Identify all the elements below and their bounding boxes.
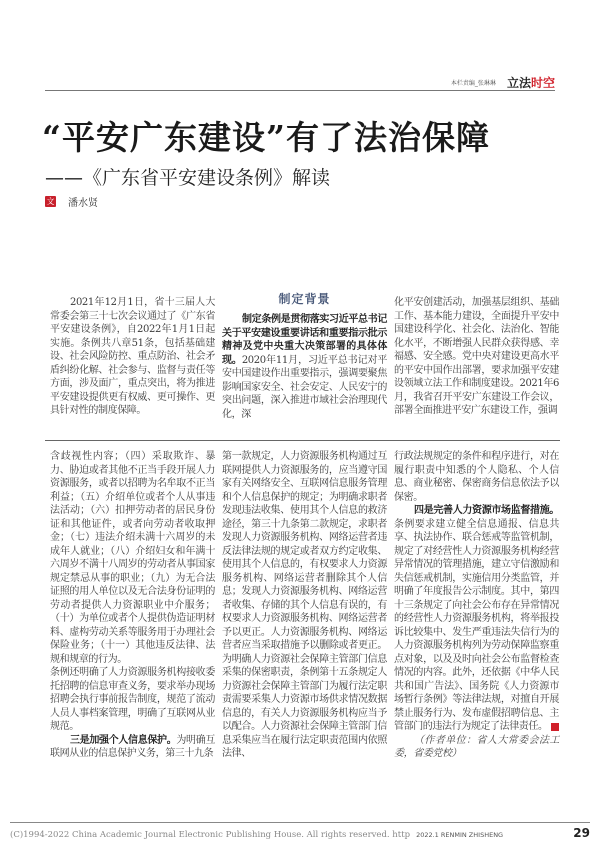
paragraph-text: 为明确互联网从业的信息保护义务，第三十九条 bbox=[50, 734, 215, 759]
paragraph bbox=[50, 734, 215, 761]
page-number: 29 bbox=[573, 826, 590, 840]
bold-lead: 四是完善人力资源市场监督措施。 bbox=[414, 505, 559, 516]
page-footer bbox=[10, 822, 590, 840]
paragraph: 含歧视性内容；（四）采取欺诈、暴力、胁迫或者其他不正当手段开展人力资源服务，或者以招聘为名牟取不正当利益；（五）介绍单位或者个人从事违法活动；（六）扣押劳动者的居民身份证和其他证件，或者向劳动者收取押金；（七）违法介绍未满十六周岁的未成年人就业；（八）介绍妇女和年满十六周岁不满十八周岁的劳动者从事国家规定禁忌从事的职业；（九）为无合法证照的用人单位以及无合法身份证明的劳动者提供人力资源职业中介服务；（十）为单位或者个人提供伪造证明材料、虚构劳动关系等服务用于办理社会保险业务；（十一）其他违反法律、法规和规章的行为。 bbox=[50, 451, 215, 665]
author-line bbox=[45, 194, 98, 209]
lower-column-3 bbox=[394, 450, 559, 761]
bold-lead: 制定条例是贯彻落实习近平总书记关于平安建设重要讲话和重要指示批示精神及党中央重大决策部署的具体体现。 bbox=[222, 314, 387, 366]
paragraph-text: 条例要求建立健全信息通报、信息共享、执法协作、联合惩戒等监管机制，规定了对经营性人力资源服务机构经营异常情况的管理措施，建立守信激励和失信惩戒机制，实施信用分类监管，并明确了年度报告公示制度。其中，第四十三条规定了向社会公布存在异常情况的经营性人力资源服务机构，将举报投诉比较集中、发生严重违法失信行为的人力资源服务机构列为劳动保障监察重点对象，以及及时向社会公布监督检查情况的内容。此外，还依据《中华人民共和国广告法》、国务院《人力资源市场暂行条例》等法律法规，对擅自开展禁止服务行为、发布虚假招聘信息、主管部门的违法行为规定了法律责任。 bbox=[394, 518, 559, 732]
paragraph-text: 2020年11月，习近平总书记对平安中国建设作出重要指示，强调要聚焦影响国家安全、社会安定、人民安宁的突出问题，深入推进市域社会治理现代化，深 bbox=[222, 354, 388, 420]
paragraph: 第一款规定，人力资源服务机构通过互联网提供人力资源服务的，应当遵守国家有关网络安全、互联网信息服务管理和个人信息保护的规定；为明确求职者发现违法收集、使用其个人信息的救济途径，第三十九条第二款规定，求职者发现人力资源服务机构、网络运营者违反法律法规的规定或者双方约定收集、使用其个人信息的，有权要求人力资源服务机构、网络运营者删除其个人信息；发现人力资源服务机构、网络运营者收集、存储的其个人信息有误的，有权要求人力资源服务机构、网络运营者予以更正。人力资源服务机构、网络运营者应当采取措施予以删除或者更正。为明确人力资源社会保障主管部门信息采集的保密职责，条例第十五条规定人力资源社会保障主管部门为履行法定职责需要采集人力资源市场供求情况数据信息的，有关人力资源服务机构应当予以配合。人力资源社会保障主管部门信息采集应当在履行法定职责范围内依照法律、 bbox=[222, 451, 387, 759]
column-name-black: 立法 bbox=[506, 76, 531, 90]
paragraph: 行政法规规定的条件和程序进行，对在履行职责中知悉的个人隐私、个人信息、商业秘密、保密商务信息依法予以保密。 bbox=[394, 451, 559, 503]
article-subtitle: ——《广东省平安建设条例》解读 bbox=[45, 167, 331, 189]
lower-column-2 bbox=[222, 450, 387, 761]
lower-column-1 bbox=[50, 450, 215, 761]
section-heading: 制定背景 bbox=[278, 292, 331, 306]
column-name bbox=[507, 76, 555, 90]
upper-column-3 bbox=[394, 296, 559, 418]
paragraph bbox=[394, 504, 559, 734]
column-editor: 本栏责编_张琳琳 bbox=[450, 80, 496, 87]
column-name-red: 时空 bbox=[530, 76, 555, 90]
copyright-text: (C)1994-2022 China Academic Journal Electronic Publishing House. All rights reserved. http bbox=[10, 830, 411, 840]
paragraph bbox=[222, 313, 387, 421]
paragraph: 化平安创建活动，加强基层组织、基础工作、基本能力建设，全面提升平安中国建设科学化、社会化、法治化、智能化水平，不断增强人民群众获得感、幸福感、安全感。党中央对建设更高水平的平安中国作出部署，要求加强平安建设领域立法工作和制度建设。2021年6月，我省召开平安广东建设工作会议，部署全面推进平安广东建设工作，强调 bbox=[394, 297, 559, 416]
author-name: 潘水贤 bbox=[68, 198, 98, 209]
article-title: “平安广东建设”有了法治保障 bbox=[42, 118, 490, 157]
end-mark-icon bbox=[551, 723, 559, 731]
section-divider bbox=[45, 440, 560, 441]
bold-lead: 三是加强个人信息保护。 bbox=[70, 734, 177, 746]
paragraph: 2021年12月1日，省十三届人大常委会第三十七次会议通过了《广东省平安建设条例》，自2022年1月1日起实施。条例共八章51条，包括基础建设、社会风险防控、重点防治、社会矛盾纠纷化解、社会参与、监督与责任等方面，涉及面广，重点突出，将为推进平安建设提供更有权威、更可操作、更具针对性的制度保障。 bbox=[50, 297, 215, 416]
upper-column-2 bbox=[222, 292, 387, 421]
author-icon: 文 bbox=[46, 197, 55, 206]
magazine-issue: 2022.1 RENMIN ZHISHENG bbox=[416, 831, 504, 839]
paragraph: 条例还明确了人力资源服务机构接收委托招聘的信息审查义务，要求举办现场招聘会执行事前报告制度，规范了流动人员人事档案管理，明确了互联网从业规范。 bbox=[50, 667, 215, 732]
upper-column-1 bbox=[50, 296, 215, 418]
page-header bbox=[45, 72, 555, 91]
author-affiliation: （作者单位：省人大常委会法工委，省委党校） bbox=[394, 734, 559, 759]
